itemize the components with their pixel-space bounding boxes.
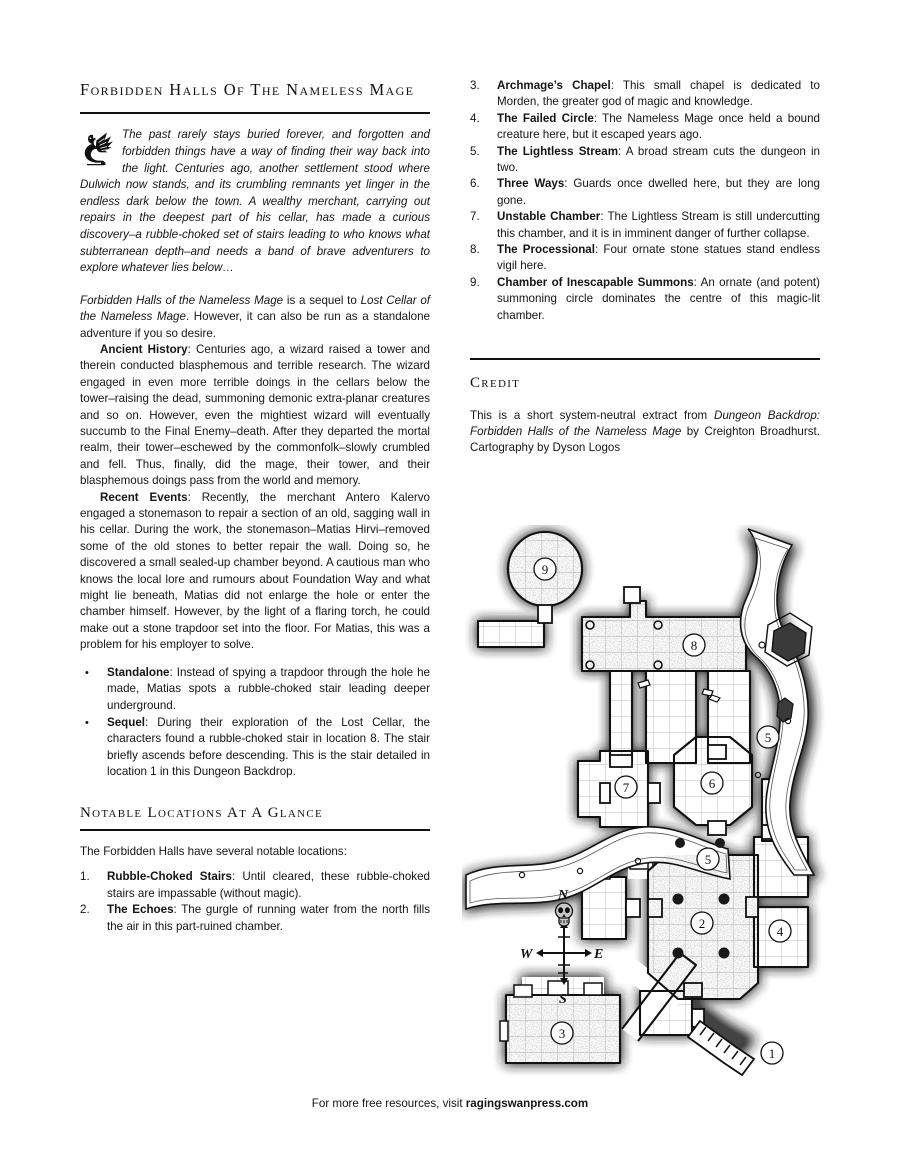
sequel-note-mid: is a sequel to <box>283 293 361 307</box>
list-item-number: 7. <box>470 210 480 224</box>
room-number-6: 6 <box>708 776 716 791</box>
list-item <box>470 144 820 177</box>
credit-paragraph <box>470 408 820 457</box>
list-item-number: 8. <box>470 243 480 257</box>
bullet-glyph-icon: • <box>85 716 89 729</box>
list-item <box>470 78 820 111</box>
bullet-glyph-icon: • <box>85 666 89 679</box>
location-text: : Until cleared, these rubble-choked stairs are impassable (without magic). <box>107 870 430 900</box>
location-label: Archmage’s Chapel <box>497 79 611 92</box>
list-item <box>80 665 430 714</box>
room-number-9: 9 <box>541 562 549 577</box>
location-text: : Guards once dwelled here, but they are long gone. <box>497 177 820 207</box>
hook-text: : Instead of spying a trapdoor through the hole he made, Matias spots a rubble-choked stair leading deeper underground. <box>107 665 430 712</box>
list-item-number: 4. <box>470 111 480 125</box>
list-item <box>470 242 820 275</box>
dungeon-map <box>462 525 840 1080</box>
ancient-history-paragraph <box>80 342 430 490</box>
recent-events-label: Recent Events <box>100 490 188 504</box>
footer-text: For more free resources, visit <box>311 1097 466 1110</box>
left-column <box>80 78 430 935</box>
swan-logo-icon <box>80 128 114 168</box>
page-title: Forbidden Halls Of The Nameless Mage <box>80 80 415 99</box>
location-text: : This small chapel is dedicated to Morden, the greater god of magic and knowledge. <box>497 79 820 109</box>
location-text: : Four ornate stone statues stand endless vigil here. <box>497 243 820 273</box>
spacer <box>470 324 820 358</box>
ancient-history-label: Ancient History <box>100 342 188 356</box>
room-number-8: 8 <box>690 638 698 653</box>
notable-locations-list-left <box>80 869 430 935</box>
location-label: Chamber of Inescapable Summons <box>497 275 694 289</box>
list-item <box>470 275 820 324</box>
spacer <box>80 277 430 293</box>
room-number-3: 3 <box>558 1026 566 1041</box>
hook-label: Sequel <box>107 715 146 729</box>
credit-heading: Credit <box>470 375 521 392</box>
list-item-number: 9. <box>470 275 480 289</box>
list-item <box>470 209 820 242</box>
notable-locations-heading: Notable Locations At A Glance <box>80 804 323 821</box>
footer <box>0 1097 900 1110</box>
location-label: The Processional <box>497 243 595 257</box>
location-label: Rubble-Choked Stairs <box>107 870 233 884</box>
ancient-history-text: : Centuries ago, a wizard raised a tower and therein conducted blasphemous and terrible research. The wizard engaged in even more terrible doings in the cellars below the tower–raising the dead, summoning demonic extra-planar creatures and so on. However, even the mightiest wizard will eventually succumb to the Final Enemy–death. After they departed the mortal realm, their tower–eschewed by the commonfolk–slowly crumbled and fell. Thus, finally, did the mage, their tower, and their blasphemous doings pass from the world and memory. <box>80 342 430 488</box>
title-rule <box>80 112 430 114</box>
room-number-7: 7 <box>622 780 630 795</box>
intro-text: The past rarely stays buried forever, and forgotten and forbidden things have a way of finding their way back into the light. Centuries ago, another settlement stood where Dulwich now stands, and its crumbling remnants yet linger in the endless dark below the town. A wealthy merchant, carrying out repairs in the deepest part of his cellar, has made a curious discovery–a rubble-choked set of stairs leading to who knows what subterranean depth–and needs a band of brave adventurers to explore whatever lies below… <box>80 128 430 275</box>
list-item <box>470 111 820 144</box>
spacer <box>80 782 430 804</box>
footer-site-link[interactable]: ragingswanpress.com <box>465 1097 589 1110</box>
credit-part2: by Creighton Broadhurst. Cartography by Dyson Logos <box>470 425 820 455</box>
recent-events-text: : Recently, the merchant Antero Kalervo engaged a stonemason to repair a section of an old, sagging wall in his cellar. During the work, the stonemason–Matias Hirvi–removed some of the old stones to better repair the wall. Doing so, he discovered a small sealed-up chamber beyond. A cautious man who knows the local lore and rumours about Foundation Way and what might lie beneath, Matias did not enlarge the hole or enter the chamber himself. However, by the light of a flaring torch, he could make out a stone trapdoor set into the floor. For Matias, this was a problem for his employer to solve. <box>80 490 430 652</box>
intro-paragraph <box>80 127 430 276</box>
adventure-hooks-list <box>80 665 430 781</box>
list-item-number: 5. <box>470 144 480 158</box>
hook-text: : During their exploration of the Lost Cellar, the characters found a rubble-choked stair in location 8. The stair briefly ascends before descending. This is the stair detailed in location 1 in this Dungeon Backdrop. <box>107 715 430 779</box>
location-text: : The Lightless Stream is still undercutting this chamber, and it is in imminent danger of further collapse. <box>497 210 821 240</box>
sequel-note-ref: Lost Cellar of the Nameless Mage <box>80 293 430 324</box>
notable-locations-rule <box>80 829 430 831</box>
credit-part1: This is a short system-neutral extract from <box>470 408 714 422</box>
list-item-number: 1. <box>80 870 90 884</box>
location-label: The Lightless Stream <box>497 144 619 158</box>
sequel-note-lead: Forbidden Halls of the Nameless Mage <box>80 293 284 307</box>
compass-north-label: N <box>558 888 569 903</box>
room-number-4: 4 <box>776 924 784 939</box>
compass-south-label: S <box>559 992 567 1007</box>
location-text: : The gurgle of running water from the north fills the air in this part-ruined chamber. <box>107 903 430 933</box>
list-item-number: 6. <box>470 177 480 191</box>
recent-events-paragraph <box>80 490 430 654</box>
compass-east-label: E <box>594 947 604 962</box>
credit-rule <box>470 358 820 360</box>
location-label: The Failed Circle <box>497 111 594 125</box>
list-item <box>80 902 430 935</box>
list-item <box>80 869 430 902</box>
list-item <box>470 176 820 209</box>
sequel-note-paragraph <box>80 293 430 342</box>
room-number-5-north: 5 <box>764 730 772 745</box>
list-item-number: 2. <box>80 903 90 917</box>
notable-locations-list-right <box>470 78 820 324</box>
room-number-2: 2 <box>698 916 706 931</box>
compass-west-label: W <box>520 947 533 962</box>
location-text: : The Nameless Mage once held a bound creature here, but it escaped years ago. <box>497 111 820 142</box>
spacer <box>470 400 820 408</box>
list-item <box>80 715 430 781</box>
room-number-5-south: 5 <box>704 852 712 867</box>
credit-title: Dungeon Backdrop: Forbidden Halls of the Nameless Mage <box>470 408 820 438</box>
location-text: : An ornate (and potent) summoning circle dominates the centre of this magic-lit chamber. <box>497 275 820 322</box>
sequel-note-tail: . However, it can also be run as a standalone adventure if you so desire. <box>80 310 431 340</box>
notable-locations-lead: The Forbidden Halls have several notable locations: <box>80 845 347 859</box>
location-label: Three Ways <box>497 177 565 191</box>
room-number-1: 1 <box>768 1046 776 1061</box>
location-label: Unstable Chamber <box>497 210 601 224</box>
location-label: The Echoes <box>107 903 174 917</box>
hook-label: Standalone <box>107 665 170 679</box>
location-text: : A broad stream cuts the dungeon in two. <box>497 144 820 175</box>
list-item-number: 3. <box>470 79 480 92</box>
